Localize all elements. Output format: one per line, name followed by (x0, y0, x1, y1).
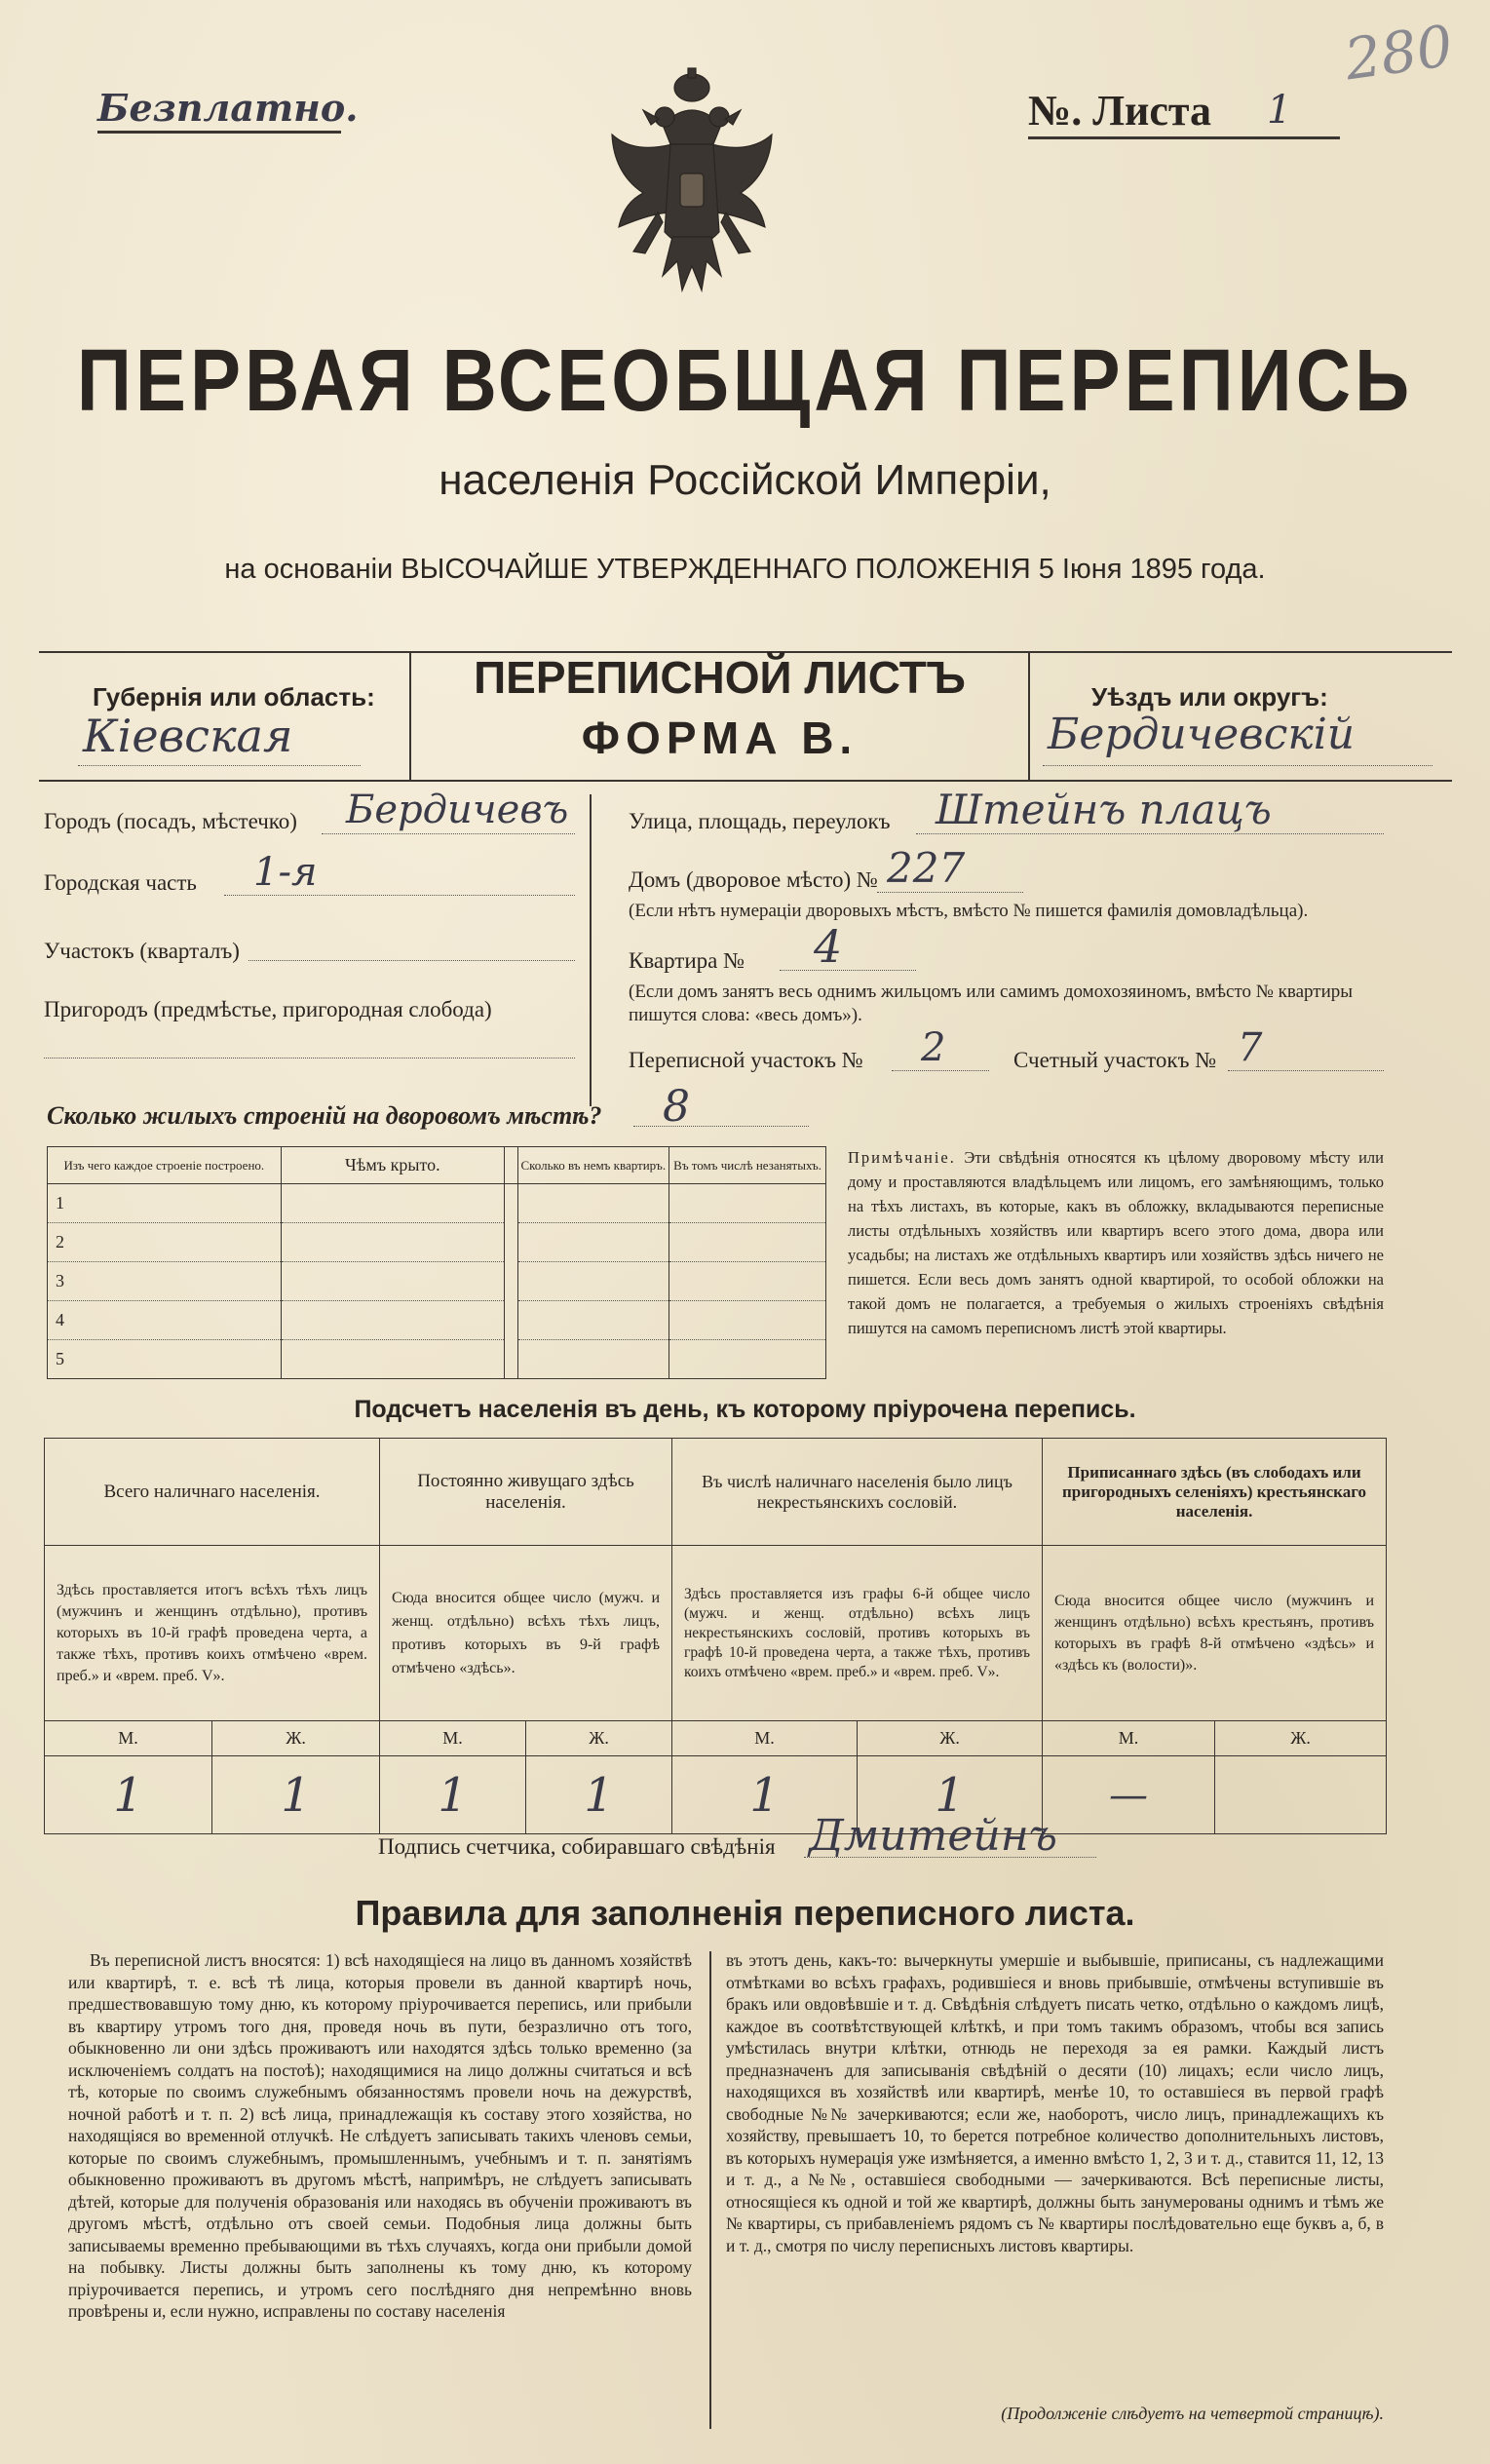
district-line (1043, 765, 1433, 766)
archive-number: 280 (1340, 12, 1457, 94)
col-peasant-title: Приписаннаго здѣсь (въ слободахъ или пригородныхъ селеніяхъ) крестьянскаго населенія. (1043, 1439, 1387, 1546)
city-part-line (224, 895, 575, 896)
col-vacant-header: Въ томъ числѣ незанятыхъ. (669, 1147, 826, 1184)
header-female: Ж. (1215, 1721, 1387, 1756)
permanent-female-value: 1 (526, 1756, 672, 1834)
table-row (48, 1301, 826, 1340)
apartment-note: (Если домъ занятъ весь однимъ жильцомъ или самимъ домохозяиномъ, вмѣсто № квартиры пишутся слова: «весь домъ»). (629, 982, 1354, 1025)
house-value: 227 (887, 844, 966, 892)
sheet-number-label: №. Листа (1028, 87, 1212, 135)
table-row (48, 1184, 826, 1223)
free-label: Безплатно. (97, 86, 359, 130)
signature-label: Подпись счетчика, собиравшаго свѣдѣнія (378, 1834, 776, 1859)
note-block (848, 1145, 1384, 1340)
buildings-answer: 8 (663, 1082, 690, 1132)
census-plot-label: Переписной участокъ № (629, 1048, 863, 1072)
census-plot-value: 2 (921, 1025, 946, 1070)
sheet-number-underline (1028, 136, 1340, 139)
suburb-label: Пригородъ (предмѣстье, пригородная слобода) (44, 997, 492, 1021)
street-label: Улица, площадь, переулокъ (629, 809, 891, 833)
precinct-line (248, 960, 575, 961)
rules-divider (709, 1951, 711, 2429)
header-male: М. (45, 1721, 212, 1756)
basis-line: на основаніи ВЫСОЧАЙШЕ УТВЕРЖДЕННАГО ПОЛОЖЕНІЯ 5 Іюня 1895 года. (224, 554, 1266, 585)
sheet-title: ПЕРЕПИСНОЙ ЛИСТЪ (474, 652, 966, 703)
table-row (48, 1262, 826, 1301)
district-value: Бердичевскій (1048, 710, 1356, 759)
city-part-value: 1-я (253, 850, 318, 895)
table-row (48, 1223, 826, 1262)
peasant-male-value: — (1043, 1756, 1215, 1834)
signature-line (804, 1857, 1096, 1858)
apartment-line (780, 970, 916, 971)
city-label: Городъ (посадъ, мѣстечко) (44, 809, 297, 833)
count-plot-line (1228, 1070, 1384, 1071)
page-subtitle: населенія Россійской Имперіи, (439, 456, 1051, 504)
census-plot-line (892, 1070, 989, 1071)
col-material-header: Изъ чего каждое строеніе построено. (48, 1147, 282, 1184)
note-text: Эти свѣдѣнія относятся къ цѣлому дворовому мѣсту или дому и проставляются владѣльцемъ или лицомъ, его замѣняющимъ, только на тѣхъ листахъ, въ которые, какъ въ обложку, вкладываются переписные листы отдѣльныхъ хозяйствъ или квартиръ всего этого дома, двора или усадьбы; на листахъ же отдѣльныхъ квартиръ или хозяйствъ здѣсь ничего не пишется. Если весь домъ занятъ одной квартирой, то особой обложки на такой домъ не полагается, а требуемыя о жилыхъ строеніяхъ свѣдѣнія пишутся на самомъ переписномъ листѣ этой квартиры. (848, 1148, 1384, 1337)
row-number: 2 (48, 1223, 282, 1262)
form-divider-right (1028, 651, 1030, 780)
signature-value: Дмитейнъ (809, 1811, 1057, 1861)
row-number: 3 (48, 1262, 282, 1301)
col-permanent-desc: Сюда вносится общее число (мужч. и женщ. отдѣльно) всѣхъ тѣхъ лицъ, противъ которыхъ въ 9-й графѣ отмѣчено «здѣсь». (380, 1546, 672, 1721)
city-value: Бердичевъ (346, 788, 569, 832)
header-female: Ж. (212, 1721, 380, 1756)
total-female-value: 1 (212, 1756, 380, 1834)
permanent-male-value: 1 (380, 1756, 526, 1834)
header-female: Ж. (526, 1721, 672, 1756)
rules-right-column: въ этотъ день, какъ-то: вычеркнуты умершіе и выбывшіе, приписаны, съ надлежащими отмѣтками во всѣхъ графахъ, родившіеся и вновь прибывшіе, отмѣчены вступившіе въ бракъ или овдовѣвшіе и т. д. Свѣдѣнія слѣдуетъ писать четко, отдѣльно о каждомъ лицѣ, каждое въ соотвѣтствующей клѣткѣ, и при томъ такимъ образомъ, чтобы вся запись умѣстилась внутри клѣтки, отнюдь не переходя за ея рамки. Каждый листъ предназначенъ для записыванія свѣдѣній о десяти (10) лицахъ; если число лицъ, находящихся въ хозяйствѣ или квартирѣ, менѣе 10, то оставшіеся въ первой графѣ свободные №№ зачеркиваются; если же, наоборотъ, число лицъ, принадлежащихъ къ хозяйству, превышаетъ 10, то берется потребное количество дополнительныхъ листовъ, въ которыхъ нумерація уже измѣняется, а именно вмѣсто 1, 2, 3 и т. д., ставится 11, 12, 13 и т. д., а №№, оставшіеся свободными — зачеркиваются. Всѣ переписные листы, относящіеся къ одной и той же квартирѣ, должны быть занумерованы однимъ и тѣмъ же № квартиры, съ прибавленіемъ рядомъ съ № квартиры послѣдовательно еще буквъ а, б, в и т. д., смотря по числу переписныхъ листовъ квартиры. (726, 1950, 1384, 2255)
rules-left-column: Въ переписной листъ вносятся: 1) всѣ находящіеся на лицо въ данномъ хозяйствѣ или квартирѣ, т. е. всѣ тѣ лица, которыя провели въ данной квартирѣ ночь, предшествовавшую тому дню, къ которому пріурочивается перепись, или прибыли въ квартиру утромъ того дня, проведя ночь въ пути, безразлично отъ того, обыкновенно ли они здѣсь проживаютъ или находятся здѣсь только временно (за исключеніемъ солдатъ на постоѣ); находящимися на лицо должны считаться и всѣ тѣ, которые по своимъ служебнымъ обязанностямъ провели ночь на дежурствѣ, ночной работѣ и т. п. 2) всѣ лица, принадлежащія къ составу этого хозяйства, но находящіяся во временной отлучкѣ. Не слѣдуетъ записывать такихъ членовъ семьи, которые по своимъ служебнымъ, промышленнымъ, учебнымъ и т. п. занятіямъ обыкновенно проживаютъ въ другомъ мѣстѣ, напримѣръ, не слѣдуетъ записывать дѣтей, которые для полученія образованія или находясь въ обученіи проживаютъ въ другомъ мѣстѣ, отдѣльно отъ своей семьи. Подобныя лица должны быть записываемы временно пребывающими въ тѣхъ случаяхъ, когда они прибыли домой на побывку. Листы должны быть заполнены къ тому дню, къ которому пріурочивается перепись, и утромъ сего послѣдняго дня непремѣнно вновь провѣрены и, если нужно, исправлены по составу населенія (68, 1950, 692, 2321)
col-apartments-header: Сколько въ немъ квартиръ. (517, 1147, 669, 1184)
form-label: ФОРМА В. (581, 712, 859, 763)
district-label: Уѣздъ или округъ: (1091, 682, 1328, 712)
col-roof-header: Чѣмъ крыто. (281, 1147, 504, 1184)
rules-heading: Правила для заполненія переписного листа. (355, 1893, 1135, 1933)
buildings-question: Сколько жилыхъ строеній на дворовомъ мѣстѣ? (47, 1101, 602, 1130)
count-plot-value: 7 (1238, 1025, 1263, 1070)
peasant-female-value (1215, 1756, 1387, 1834)
page-title: ПЕРВАЯ ВСЕОБЩАЯ ПЕРЕПИСЬ (76, 330, 1414, 430)
rules-continued: (Продолженіе слѣдуетъ на четвертой страницѣ). (1001, 2404, 1384, 2423)
city-line (322, 833, 575, 834)
city-part-label: Городская часть (44, 870, 197, 895)
address-divider (590, 794, 592, 1106)
col-total-desc: Здѣсь проставляется итогъ всѣхъ тѣхъ лицъ (мужчинъ и женщинъ отдѣльно), противъ которыхъ въ 10-й графѣ проведена черта, а также тѣхъ, противъ коихъ отмѣчено «врем. преб.» и «врем. преб. V». (45, 1546, 380, 1721)
count-plot-label: Счетный участокъ № (1013, 1048, 1217, 1072)
row-number: 4 (48, 1301, 282, 1340)
province-value: Кіевская (83, 710, 293, 762)
buildings-table (47, 1146, 826, 1379)
non-peasant-male-value: 1 (672, 1756, 858, 1834)
population-count-table (44, 1438, 1387, 1834)
non-peasant-female-value: 1 (858, 1756, 1043, 1834)
col-non-peasant-title: Въ числѣ наличнаго населенія было лицъ некрестьянскихъ сословій. (672, 1439, 1043, 1546)
col-total-title: Всего наличнаго населенія. (45, 1439, 380, 1546)
col-permanent-title: Постоянно живущаго здѣсь населенія. (380, 1439, 672, 1546)
col-peasant-desc: Сюда вносится общее число (мужчинъ и женщинъ отдѣльно) всѣхъ крестьянъ, противъ которыхъ въ графѣ 8-й отмѣчено «здѣсь» и «здѣсь къ (волости)». (1043, 1546, 1387, 1721)
header-male: М. (672, 1721, 858, 1756)
col-non-peasant-desc: Здѣсь проставляется изъ графы 6-й общее число (мужч. и женщ. отдѣльно) всѣхъ лицъ некрестьянскихъ сословій, противъ которыхъ въ графѣ 10-й проведена черта, а также тѣхъ, противъ коихъ отмѣчено «врем. преб.» и «врем. преб. V». (672, 1546, 1043, 1721)
sheet-number-value: 1 (1267, 88, 1292, 133)
row-number: 1 (48, 1184, 282, 1223)
total-male-value: 1 (45, 1756, 212, 1834)
buildings-answer-line (633, 1126, 809, 1127)
form-bottom-rule (39, 780, 1452, 782)
col-gap (504, 1147, 517, 1184)
apartment-label: Квартира № (629, 948, 745, 973)
row-number: 5 (48, 1340, 282, 1379)
header-male: М. (380, 1721, 526, 1756)
table-row (48, 1340, 826, 1379)
note-heading: Примѣчаніе. (848, 1148, 956, 1167)
count-heading: Подсчетъ населенія въ день, къ которому пріурочена перепись. (354, 1396, 1136, 1423)
header-male: М. (1043, 1721, 1215, 1756)
header-female: Ж. (858, 1721, 1043, 1756)
coat-of-arms-icon (604, 66, 780, 310)
precinct-label: Участокъ (кварталъ) (44, 939, 240, 963)
street-line (916, 833, 1384, 834)
apartment-value: 4 (814, 920, 843, 973)
house-line (877, 892, 1023, 893)
house-label: Домъ (дворовое мѣсто) № (629, 867, 878, 892)
province-label: Губернія или область: (93, 682, 375, 712)
street-value: Штейнъ плацъ (936, 786, 1272, 833)
suburb-line (44, 1058, 575, 1059)
house-note: (Если нѣтъ нумераціи дворовыхъ мѣстъ, вмѣсто № пишется фамилія домовладѣльца). (629, 901, 1309, 921)
province-line (78, 765, 361, 766)
free-underline (97, 131, 341, 134)
